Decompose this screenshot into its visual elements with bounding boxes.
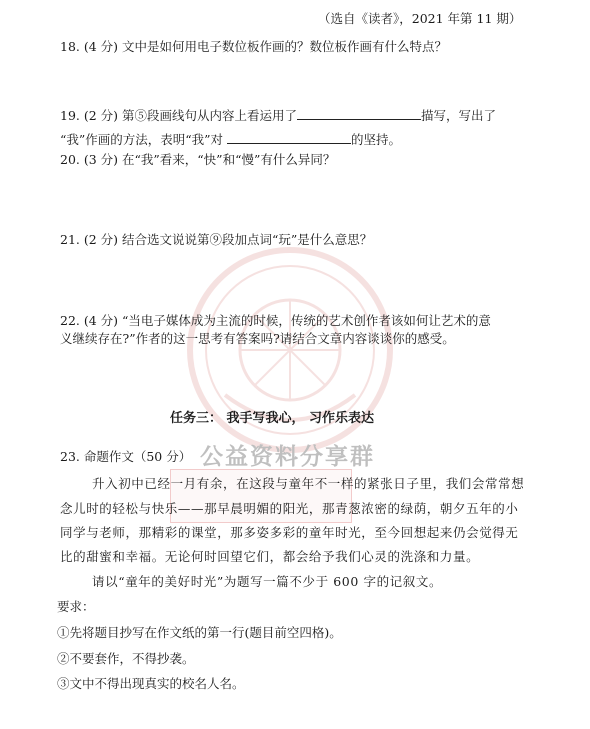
- requirements-label: 要求：: [57, 599, 95, 614]
- essay-prompt-line-1: 升入初中已经一月有余，在这段与童年不一样的紧张日子里，我们会常常想: [92, 476, 525, 491]
- essay-instruction: 请以“童年的美好时光”为题写一篇不少于 600 字的记叙文。: [92, 574, 443, 589]
- watermark-text: 公益资料分享群: [200, 444, 375, 470]
- question-22-line2: 义继续存在?”作者的这一思考有答案吗?请结合文章内容谈谈你的感受。: [60, 331, 455, 346]
- question-20: 20. (3 分) 在“我”看来，“快”和“慢”有什么异同？: [60, 152, 336, 167]
- question-21: 21. (2 分) 结合选文说说第⑨段加点词“玩”是什么意思？: [60, 232, 373, 247]
- answer-blank-2[interactable]: [227, 130, 351, 144]
- answer-blank-1[interactable]: [297, 106, 421, 120]
- question-19-line2: [60, 130, 401, 149]
- essay-prompt-line-4: 比的甜蜜和幸福。无论何时回望它们，都会给予我们心灵的洗涤和力量。: [60, 549, 480, 564]
- q19-text-b: 描写，写出了: [421, 108, 497, 123]
- requirement-3: ③文中不得出现真实的校名人名。: [57, 676, 245, 691]
- question-23-heading: 23. 命题作文（50 分）: [60, 449, 192, 464]
- q19-text-d: 的坚持。: [351, 132, 402, 147]
- source-citation: （选自《读者》，2021 年第 11 期）: [318, 11, 522, 26]
- q19-text-a: 19. (2 分) 第⑤段画线句从内容上看运用了: [60, 108, 298, 123]
- question-22-line1: 22. (4 分) “当电子媒体成为主流的时候，传统的艺术创作者该如何让艺术的意: [60, 313, 491, 328]
- task3-title: 任务三： 我手写我心， 习作乐表达: [170, 411, 375, 426]
- essay-prompt-line-3: 同学与老师，那精彩的课堂，那多姿多彩的童年时光，至今回想起来仍会觉得无: [60, 525, 519, 540]
- question-19-line1: [60, 106, 496, 125]
- requirement-1: ①先将题目抄写在作文纸的第一行(题目前空四格)。: [57, 625, 342, 640]
- essay-prompt-line-2: 念儿时的轻松与快乐——那早晨明媚的阳光，那青葱浓密的绿荫，朝夕五年的小: [60, 501, 519, 516]
- q19-text-c: “我”作画的方法，表明“我”对: [60, 132, 224, 147]
- requirement-2: ②不要套作，不得抄袭。: [57, 651, 195, 666]
- question-18: 18. (4 分) 文中是如何用电子数位板作画的？数位板作画有什么特点？: [60, 39, 448, 54]
